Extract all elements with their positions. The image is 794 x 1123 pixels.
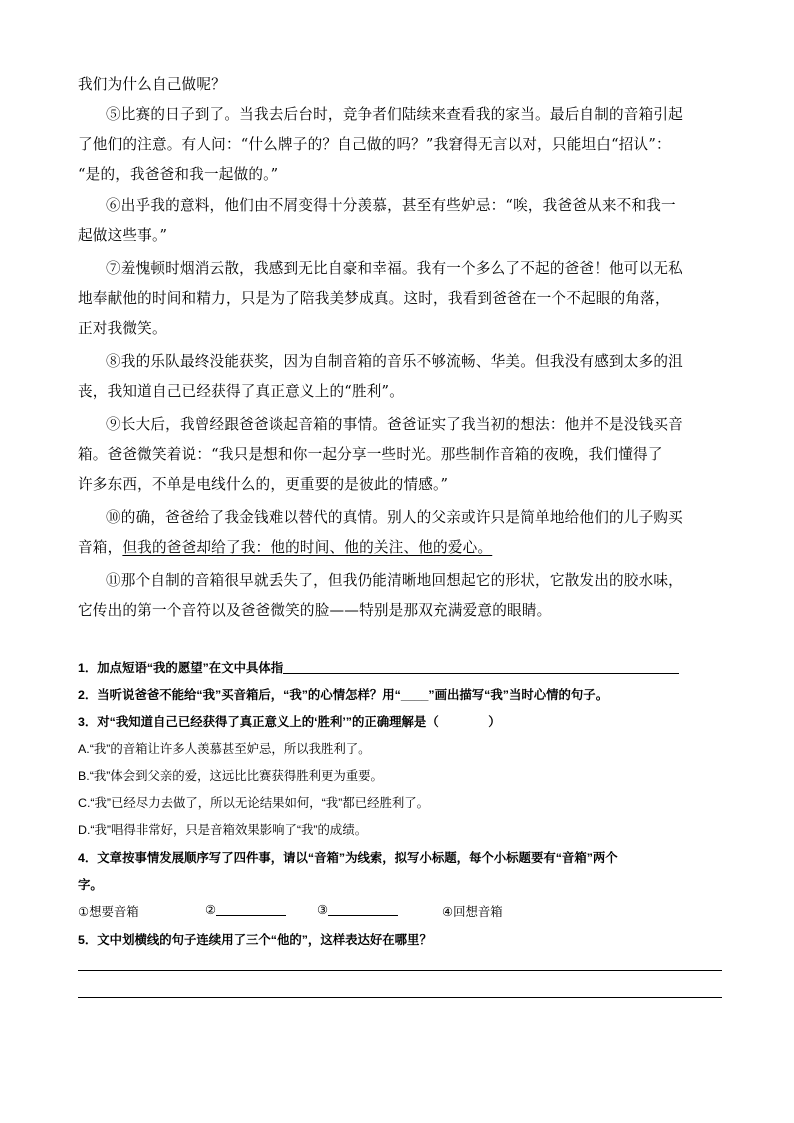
- question-4-item-2-label: ②: [205, 903, 217, 917]
- paragraph-7-line-1: ⑦羞愧顿时烟消云散，我感到无比自豪和幸福。我有一个多么了不起的爸爸！他可以无私: [106, 260, 683, 277]
- question-4-item-3: [317, 902, 398, 917]
- paragraph-5-line-2: 了他们的注意。有人问：“什么牌子的？自己做的吗？”我窘得无言以对，只能坦白“招认”：: [78, 136, 671, 153]
- question-4-item-4: ④回想音箱: [442, 905, 503, 919]
- underlined-sentence: 但我的爸爸却给了我：他的时间、他的关注、他的爱心。: [122, 539, 493, 556]
- paragraph-9-line-2: 箱。爸爸微笑着说：“我只是想和你一起分享一些时光。那些制作音箱的夜晚，我们懂得了: [78, 446, 663, 463]
- question-4-line-1: 4．文章按事情发展顺序写了四件事，请以“音箱”为线索，拟写小标题，每个小标题要有“音箱”两个: [78, 851, 618, 865]
- paragraph-9-line-1: ⑨长大后，我曾经跟爸爸谈起音箱的事情。爸爸证实了我当初的想法：他并不是没钱买音: [106, 416, 683, 433]
- paragraph-8-line-2: 丧，我知道自己已经获得了真正意义上的“胜利”。: [78, 383, 404, 400]
- paragraph-7-line-3: 正对我微笑。: [78, 320, 167, 337]
- paragraph-6-line-1: ⑥出乎我的意料，他们由不屑变得十分羡慕，甚至有些妒忌：“唉，我爸爸从来不和我一: [106, 197, 676, 214]
- paragraph-10-text: 音箱，: [78, 539, 123, 556]
- paragraph-8-line-1: ⑧我的乐队最终没能获奖，因为自制音箱的音乐不够流畅、华美。但我没有感到太多的沮: [106, 353, 683, 370]
- question-3-option-a: A.“我”的音箱让许多人羡慕甚至妒忌，所以我胜利了。: [78, 742, 371, 756]
- question-4-item-1: ①想要音箱: [78, 905, 139, 919]
- paragraph-10-line-2: [78, 536, 492, 557]
- question-4-item-2: [205, 902, 286, 917]
- question-4-item-3-blank[interactable]: [328, 903, 398, 916]
- question-2: 2．当听说爸爸不能给“我”买音箱后，“我”的心情怎样？用“____”画出描写“我”当时心情的句子。: [78, 688, 609, 702]
- paragraph-7-line-2: 地奉献他的时间和精力，只是为了陪我美梦成真。这时，我看到爸爸在一个不起眼的角落，: [78, 290, 670, 307]
- question-1-text: 1．加点短语“我的愿望”在文中具体指: [78, 661, 284, 675]
- question-5: 5．文中划横线的句子连续用了三个“他的”，这样表达好在哪里？: [78, 933, 432, 947]
- question-4-item-2-blank[interactable]: [216, 903, 286, 916]
- answer-line-2[interactable]: [78, 997, 722, 998]
- question-1: [78, 658, 679, 676]
- paragraph-10-line-1: ⑩的确，爸爸给了我金钱难以替代的真情。别人的父亲或许只是简单地给他们的儿子购买: [106, 509, 683, 526]
- question-4-item-3-label: ③: [317, 903, 329, 917]
- question-4-line-2: 字。: [78, 878, 103, 892]
- passage-line: 我们为什么自己做呢？: [78, 76, 226, 93]
- paragraph-11-line-1: ⑪那个自制的音箱很早就丢失了，但我仍能清晰地回想起它的形状，它散发出的胶水味，: [106, 572, 683, 589]
- answer-line-1[interactable]: [78, 970, 722, 971]
- question-3-option-d: D.“我”唱得非常好，只是音箱效果影响了“我”的成绩。: [78, 823, 368, 837]
- question-3-option-b: B.“我”体会到父亲的爱，这远比比赛获得胜利更为重要。: [78, 769, 383, 783]
- paragraph-11-line-2: 它传出的第一个音符以及爸爸微笑的脸——特别是那双充满爱意的眼睛。: [78, 602, 552, 619]
- paragraph-5-line-1: ⑤比赛的日子到了。当我去后台时，竞争者们陆续来查看我的家当。最后自制的音箱引起: [106, 106, 683, 123]
- paragraph-6-line-2: 起做这些事。”: [78, 227, 168, 244]
- paragraph-9-line-3: 许多东西，不单是电线什么的，更重要的是彼此的情感。”: [78, 476, 449, 493]
- paragraph-5-line-3: “是的，我爸爸和我一起做的。”: [78, 166, 279, 183]
- question-3-option-c: C.“我”已经尽力去做了，所以无论结果如何，“我”都已经胜利了。: [78, 796, 430, 810]
- question-1-answer-blank[interactable]: [283, 661, 679, 674]
- question-3: 3．对“我知道自己已经获得了真正意义上的‘胜利’”的正确理解是（ ）: [78, 715, 501, 729]
